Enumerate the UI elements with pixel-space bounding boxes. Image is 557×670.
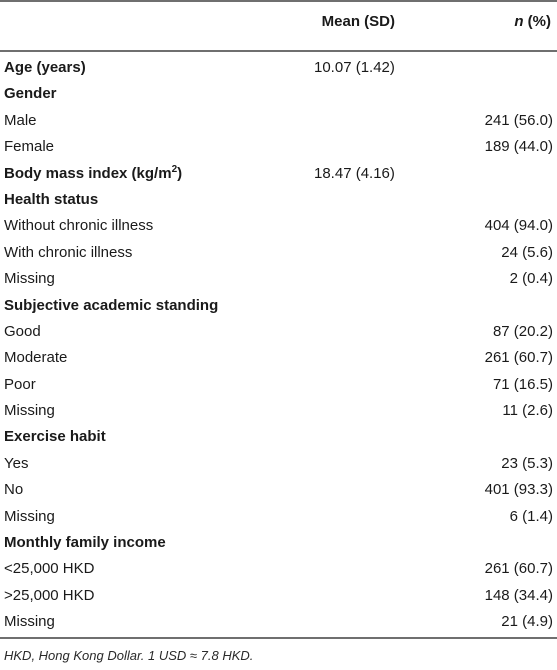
table-row (0, 213, 557, 239)
row-label (4, 213, 153, 239)
table-body (0, 55, 557, 636)
table-row (0, 556, 557, 582)
row-label-text: Without chronic illness (4, 217, 154, 235)
row-n-percent: 261 (60.7) (484, 349, 553, 367)
row-label-text: Missing (4, 270, 55, 288)
row-label (4, 424, 106, 450)
row-label-text: <25,000 HKD (4, 560, 95, 578)
row-label (4, 81, 57, 107)
section-row (0, 293, 557, 319)
n-header-rest: (%) (523, 13, 551, 30)
row-n-percent: 404 (94.0) (484, 217, 553, 235)
row-label (4, 134, 54, 160)
row-label-text: Missing (4, 613, 55, 631)
n-header-italic: n (514, 13, 524, 30)
row-label-text: Moderate (4, 349, 68, 367)
table-row (0, 477, 557, 503)
row-n-percent: 2 (0.4) (509, 270, 553, 288)
row-label-text: Gender (4, 85, 57, 103)
row-label (4, 161, 182, 187)
row-label-text: Missing (4, 402, 55, 420)
row-label-text: Age (years) (4, 59, 86, 76)
row-n-percent: 241 (56.0) (484, 111, 553, 129)
row-label (4, 293, 218, 319)
section-row (0, 424, 557, 450)
row-label-text: Poor (4, 375, 36, 393)
row-label-text: Health status (4, 190, 99, 208)
row-label-text: Monthly family income (4, 534, 166, 552)
row-label (4, 530, 166, 556)
row-label-text: Male (4, 111, 37, 129)
row-label-superscript: 2 (171, 163, 178, 175)
table-row (0, 108, 557, 134)
row-label-text: Good (4, 322, 41, 340)
row-label-text: With chronic illness (4, 243, 133, 261)
section-row (0, 81, 557, 107)
row-label-text: >25,000 HKD (4, 586, 95, 604)
row-mean-sd: 10.07 (1.42) (314, 59, 395, 76)
row-label (4, 477, 23, 503)
row-label (4, 556, 94, 582)
row-n-percent: 87 (20.2) (492, 322, 553, 340)
row-label (4, 372, 36, 398)
table-row (0, 134, 557, 160)
section-row (0, 55, 557, 81)
mean-sd-header: Mean (SD) (321, 13, 395, 30)
row-label-text: Exercise habit (4, 428, 106, 446)
row-label (4, 345, 67, 371)
row-label-text: Missing (4, 507, 55, 525)
table-row (0, 372, 557, 398)
row-label (4, 187, 98, 213)
table-row (0, 504, 557, 530)
row-n-percent: 6 (1.4) (509, 507, 553, 525)
row-label (4, 609, 55, 635)
table-row (0, 240, 557, 266)
table-row (0, 345, 557, 371)
row-label (4, 266, 55, 292)
n-percent-header (514, 13, 551, 30)
section-row (0, 161, 557, 187)
row-label (4, 583, 94, 609)
row-label (4, 398, 55, 424)
table-row (0, 583, 557, 609)
table-row (0, 319, 557, 345)
bottom-rule (0, 637, 557, 639)
table-row (0, 398, 557, 424)
row-n-percent: 71 (16.5) (492, 375, 553, 393)
row-label-text: Yes (4, 454, 29, 472)
row-label-text: Subjective academic standing (4, 296, 219, 314)
row-n-percent: 21 (4.9) (501, 613, 553, 631)
row-label (4, 451, 28, 477)
section-row (0, 530, 557, 556)
row-n-percent: 148 (34.4) (484, 586, 553, 604)
section-row (0, 187, 557, 213)
row-n-percent: 401 (93.3) (484, 481, 553, 499)
table-footnote: HKD, Hong Kong Dollar. 1 USD ≈ 7.8 HKD. (4, 648, 254, 663)
row-label (4, 55, 86, 81)
row-mean-sd: 18.47 (4.16) (314, 164, 395, 182)
row-label (4, 319, 41, 345)
row-n-percent: 189 (44.0) (484, 138, 553, 156)
row-label-text: Body mass index (kg/m (4, 164, 172, 182)
row-n-percent: 24 (5.6) (501, 243, 553, 261)
row-label (4, 504, 55, 530)
table-row (0, 451, 557, 477)
row-label (4, 108, 37, 134)
row-label (4, 240, 132, 266)
row-n-percent: 23 (5.3) (501, 454, 553, 472)
table-row (0, 609, 557, 635)
table-header (0, 0, 557, 50)
header-rule (0, 50, 557, 52)
row-n-percent: 11 (2.6) (502, 402, 553, 420)
row-label-text: Female (4, 138, 55, 156)
row-n-percent: 261 (60.7) (484, 560, 553, 578)
table-row (0, 266, 557, 292)
row-label-text: No (4, 481, 24, 499)
row-label-suffix: ) (177, 164, 183, 182)
